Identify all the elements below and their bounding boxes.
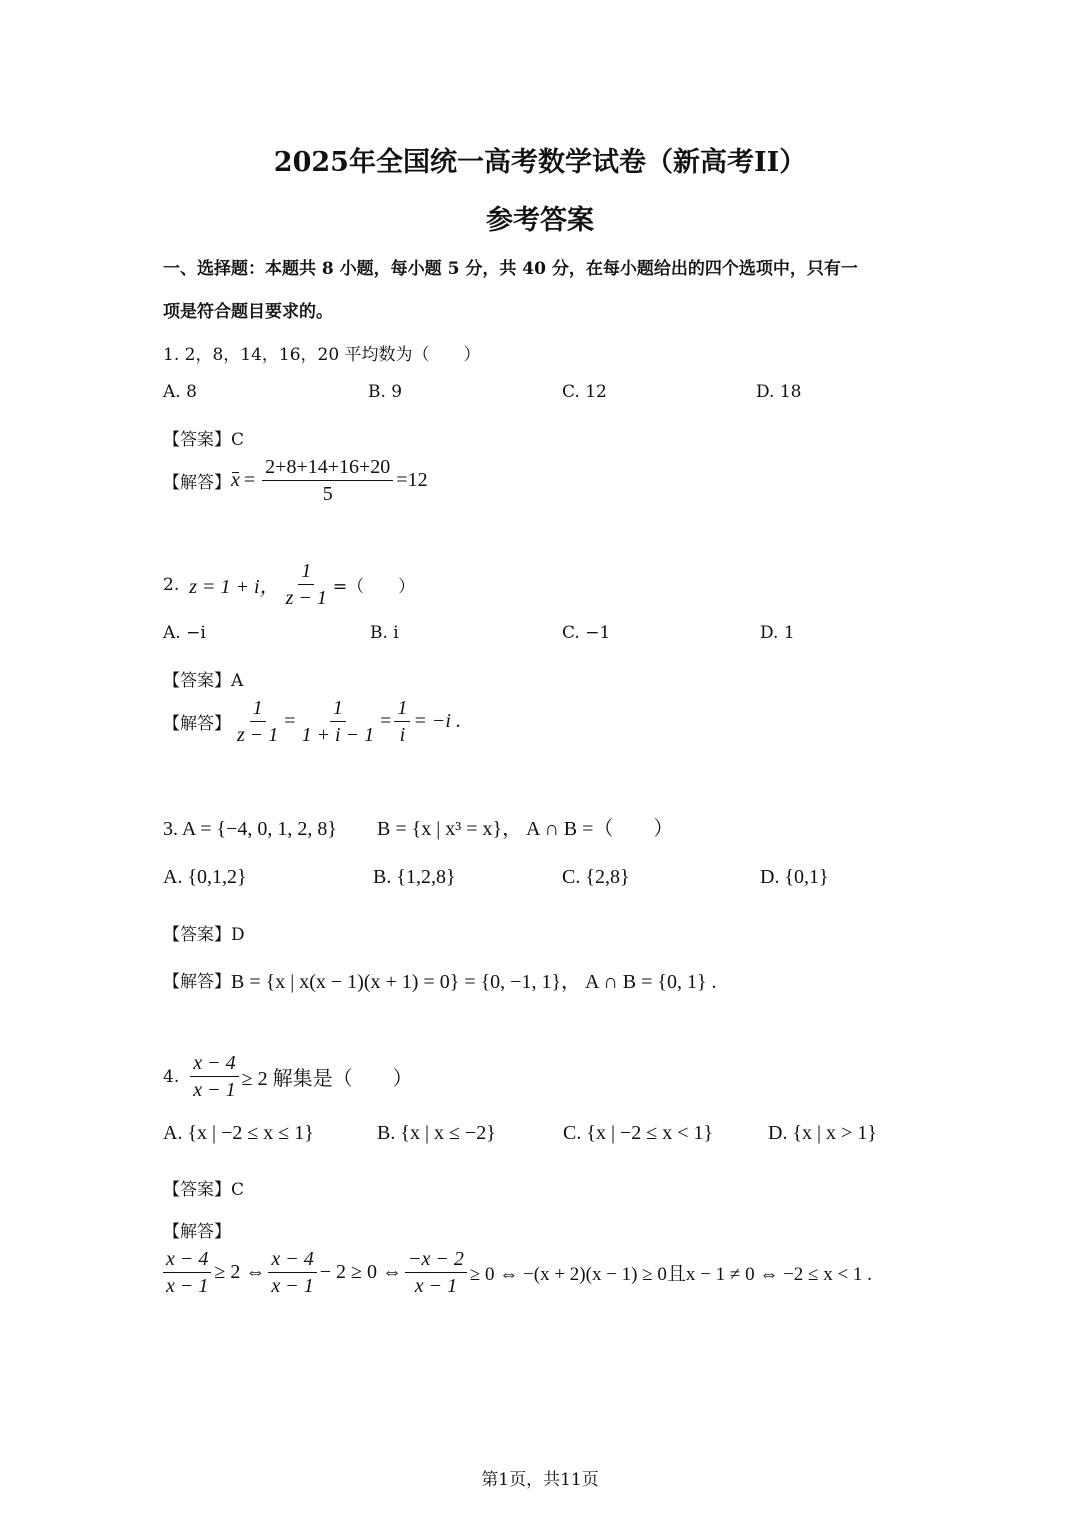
question-3-option-a: A. {0,1,2} [163, 866, 247, 888]
solution-step-2: − 2 ≥ 0 ⇔ [319, 1261, 402, 1283]
result-value: =12 [396, 469, 428, 491]
page-subtitle: 参考答案 [486, 205, 594, 236]
answer-value: D [231, 925, 245, 945]
fraction-denominator: 1 + i − 1 [301, 724, 375, 746]
question-2-option-a: A. −i [163, 623, 206, 643]
question-2-option-c: C. −1 [562, 623, 611, 643]
fraction-denominator: 5 [322, 483, 333, 505]
fraction-denominator: x − 1 [166, 1275, 209, 1297]
question-1-solution [163, 456, 428, 505]
question-1-stem: 1. 2，8，14，16，20 平均数为（ ） [163, 345, 481, 365]
question-4-option-c: C. {x | −2 ≤ x < 1} [563, 1122, 714, 1144]
question-1-option-a: A. 8 [163, 382, 197, 402]
solution-fraction-1 [163, 1248, 211, 1297]
question-2-option-b: B. i [370, 623, 399, 643]
solution-fraction-3 [405, 1248, 467, 1297]
answer-label: 【答案】 [163, 671, 231, 691]
question-4-option-b: B. {x | x ≤ −2} [377, 1122, 496, 1144]
mean-fraction [262, 456, 393, 505]
fraction-denominator: x − 1 [271, 1275, 314, 1297]
question-4-stem [163, 1052, 413, 1101]
question-fraction [283, 560, 330, 609]
fraction-numerator: 2+8+14+16+20 [262, 456, 393, 481]
solution-text: B = {x | x(x − 1)(x + 1) = 0} = {0, −1, 1}， A ∩ B = {0, 1} . [231, 971, 717, 993]
question-3-option-d: D. {0,1} [760, 866, 829, 888]
section-heading-line2: 项是符合题目要求的。 [163, 302, 333, 322]
fraction-numerator: x − 4 [163, 1248, 211, 1273]
z-definition: z = 1 + i， [189, 576, 280, 598]
solution-label: 【解答】 [163, 714, 231, 734]
section-heading-line1: 一、选择题：本题共 8 小题，每小题 5 分，共 40 分，在每小题给出的四个选项中，只有一 [163, 259, 858, 279]
question-1-answer [163, 425, 244, 450]
question-2-stem [163, 560, 415, 609]
question-4-solution-label: 【解答】 [163, 1222, 231, 1242]
fraction-denominator: z − 1 [237, 724, 279, 746]
question-number: 4. [163, 1066, 180, 1087]
fraction-numerator: x − 4 [268, 1248, 316, 1273]
solution-label: 【解答】 [163, 972, 231, 992]
question-3-answer [163, 920, 245, 945]
question-1-option-c: C. 12 [562, 382, 607, 402]
question-tail: ≥ 2 解集是（ ） [241, 1068, 413, 1090]
question-1-option-d: D. 18 [756, 382, 802, 402]
fraction-numerator: x − 4 [190, 1052, 238, 1077]
question-1-option-b: B. 9 [368, 382, 403, 402]
fraction-numerator: 1 [250, 697, 266, 722]
question-4-option-d: D. {x | x > 1} [768, 1122, 877, 1144]
solution-step-3: ≥ 0 ⇔ −(x + 2)(x − 1) ≥ 0且x − 1 ≠ 0 ⇔ −2 ≤ x < 1 . [469, 1264, 872, 1285]
fraction-denominator: x − 1 [414, 1275, 458, 1297]
answer-value: A [231, 671, 244, 691]
fraction-denominator: z − 1 [285, 587, 327, 609]
question-4-solution [160, 1248, 872, 1297]
solution-step-1: ≥ 2 ⇔ [214, 1261, 266, 1283]
equals-sign: = [284, 710, 296, 732]
mean-symbol: x [231, 469, 240, 491]
question-fraction [190, 1052, 238, 1101]
question-tail: =（ ） [332, 577, 416, 597]
question-2-solution [163, 697, 461, 746]
solution-fraction-3 [394, 697, 410, 746]
solution-result: = −i . [413, 710, 461, 732]
fraction-numerator: 1 [298, 560, 314, 585]
fraction-denominator: x − 1 [193, 1079, 236, 1101]
question-4-answer [163, 1175, 244, 1200]
answer-label: 【答案】 [163, 1180, 231, 1200]
solution-fraction-2 [268, 1248, 316, 1297]
answer-label: 【答案】 [163, 430, 231, 450]
answer-label: 【答案】 [163, 925, 231, 945]
solution-fraction-2 [299, 697, 378, 746]
answer-value: C [231, 1180, 245, 1200]
solution-fraction-1 [234, 697, 281, 746]
question-3-solution [163, 965, 717, 994]
equals-sign: = [243, 469, 256, 491]
question-2-answer [163, 666, 243, 691]
page-number: 第1页，共11页 [481, 1470, 599, 1490]
question-3-option-c: C. {2,8} [562, 866, 630, 888]
question-4-option-a: A. {x | −2 ≤ x ≤ 1} [163, 1122, 314, 1144]
solution-label: 【解答】 [163, 473, 231, 493]
question-number: 2. [163, 574, 180, 595]
equals-sign: = [380, 710, 392, 732]
fraction-denominator: i [399, 724, 406, 746]
fraction-numerator: −x − 2 [405, 1248, 467, 1273]
fraction-numerator: 1 [330, 697, 346, 722]
answer-value: C [231, 430, 245, 450]
question-2-option-d: D. 1 [760, 623, 795, 643]
question-3-stem: 3. A = {−4, 0, 1, 2, 8} B = {x | x³ = x}， A ∩ B =（ ） [163, 818, 674, 840]
fraction-numerator: 1 [394, 697, 410, 722]
question-3-option-b: B. {1,2,8} [373, 866, 456, 888]
page-title: 2025年全国统一高考数学试卷（新高考II） [273, 147, 807, 178]
